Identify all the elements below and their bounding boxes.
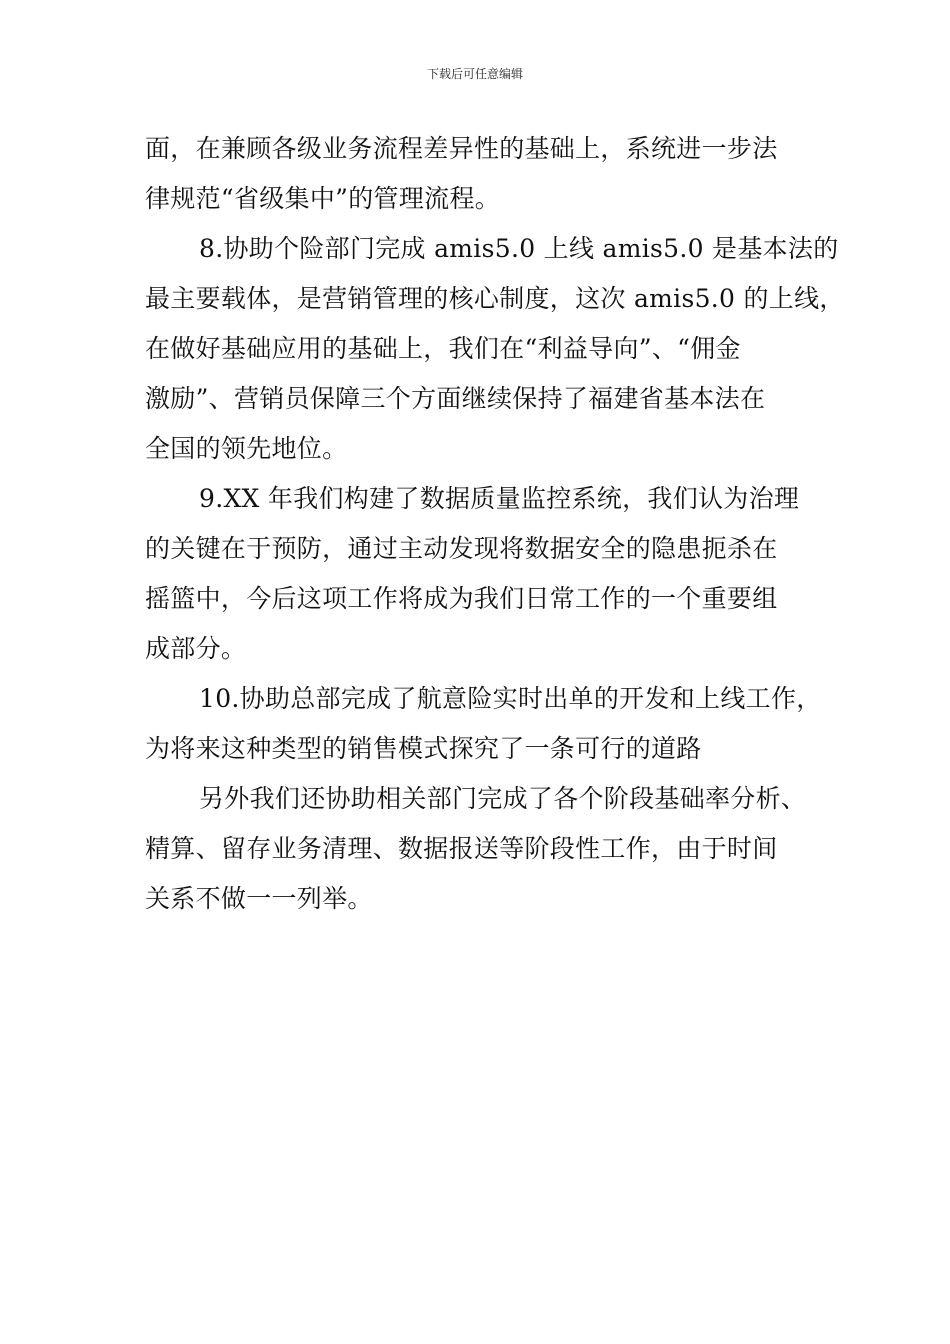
text-line: 激励”、营销员保障三个方面继续保持了福建省基本法在 — [145, 384, 766, 413]
text-line: 关系不做一一列举。 — [145, 884, 373, 913]
document-body — [145, 124, 845, 924]
text-line: 另外我们还协助相关部门完成了各个阶段基础率分析、 — [199, 784, 807, 813]
header-text: 下载后可任意编辑 — [426, 67, 523, 81]
text-line: 律规范“省级集中”的管理流程。 — [145, 184, 501, 213]
text-line: 8.协助个险部门完成 amis5.0 上线 amis5.0 是基本法的 — [199, 234, 839, 263]
text-line: 面，在兼顾各级业务流程差异性的基础上，系统进一步法 — [145, 134, 778, 163]
text-line: 最主要载体，是营销管理的核心制度，这次 amis5.0 的上线， — [145, 284, 845, 313]
text-line: 9.XX 年我们构建了数据质量监控系统，我们认为治理 — [199, 484, 800, 513]
text-line: 在做好基础应用的基础上，我们在“利益导向”、“佣金 — [145, 334, 741, 363]
text-line: 全国的领先地位。 — [145, 434, 348, 463]
text-line: 10.协助总部完成了航意险实时出单的开发和上线工作， — [199, 684, 822, 713]
text-line: 为将来这种类型的销售模式探究了一条可行的道路 — [145, 734, 702, 763]
text-line: 的关键在于预防，通过主动发现将数据安全的隐患扼杀在 — [145, 534, 778, 563]
page-header — [0, 66, 950, 82]
paragraph-4 — [145, 674, 822, 774]
paragraph-5 — [145, 774, 810, 924]
text-line: 成部分。 — [145, 634, 247, 663]
paragraph-3 — [145, 474, 810, 674]
paragraph-2 — [145, 224, 845, 474]
text-line: 摇篮中，今后这项工作将成为我们日常工作的一个重要组 — [145, 584, 778, 613]
text-line: 精算、留存业务清理、数据报送等阶段性工作，由于时间 — [145, 834, 778, 863]
paragraph-1 — [145, 124, 810, 224]
